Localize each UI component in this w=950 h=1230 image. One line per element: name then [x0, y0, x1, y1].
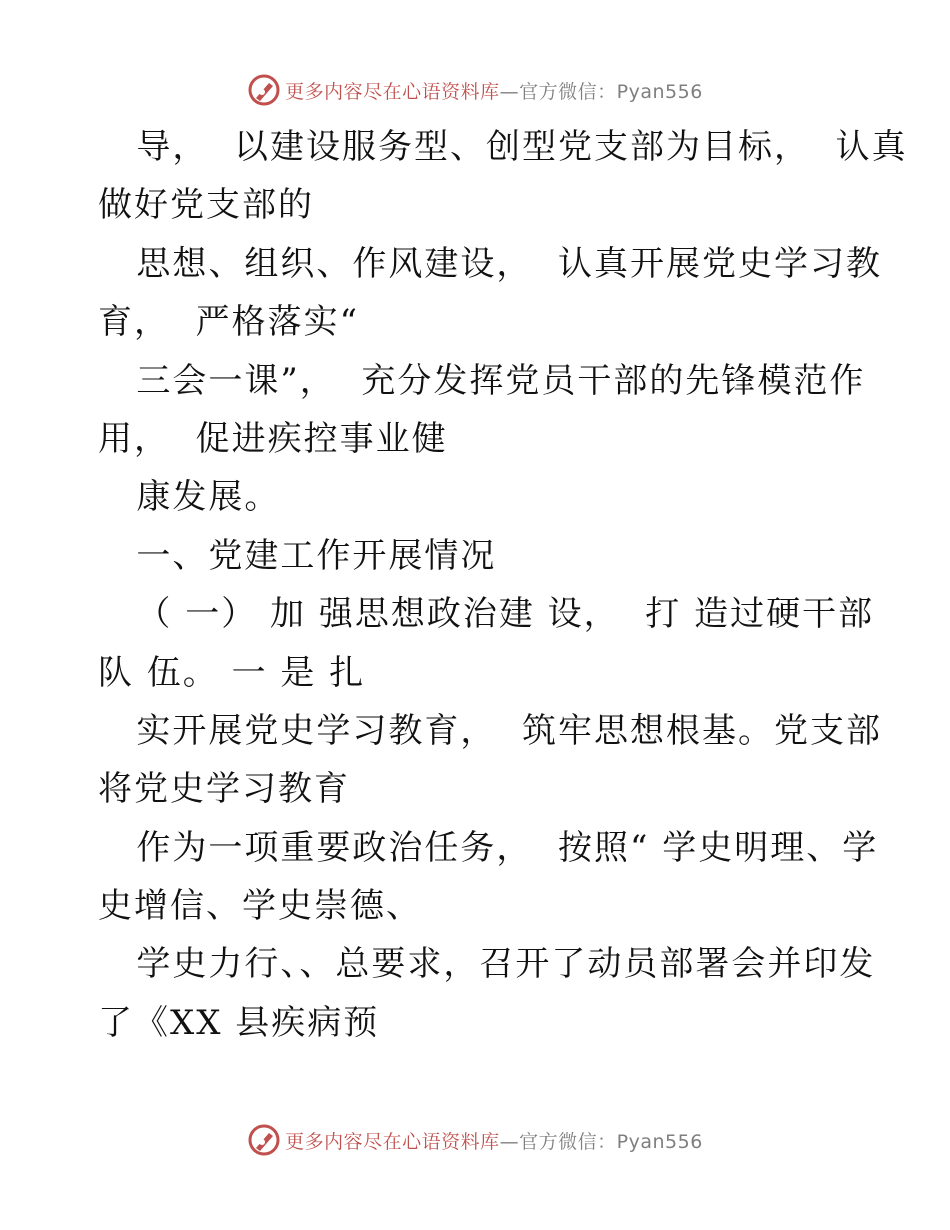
body-line: 导， 以建设服务型、创型党支部为目标， 认真	[98, 127, 908, 167]
pen-seal-icon	[247, 73, 281, 107]
body-line: 三会一课”， 充分发挥党员干部的先锋模范作	[98, 360, 866, 401]
footer-banner	[0, 1120, 950, 1160]
body-line: 作为一项重要政治任务， 按照“ 学史明理、学	[98, 827, 879, 868]
section-heading: 一、党建工作开展情况	[98, 535, 497, 576]
document-body	[98, 118, 908, 1052]
body-line: 思想、组织、作风建设， 认真开展党史学习教	[98, 243, 883, 284]
body-line: 队 伍。 一 是 扎	[98, 652, 366, 693]
banner-library-text: 更多内容尽在心语资料库	[285, 1130, 500, 1153]
body-line: 用， 促进疾控事业健	[98, 418, 448, 459]
body-line: 将党史学习教育	[98, 769, 350, 810]
banner-wechat-text: —官方微信：Pyan556	[499, 1130, 703, 1153]
banner-wechat-text: —官方微信：Pyan556	[499, 80, 703, 103]
body-line: 育， 严格落实“	[98, 302, 359, 343]
body-line: 做好党支部的	[98, 185, 314, 226]
pen-seal-icon	[247, 1123, 281, 1157]
header-banner	[0, 70, 950, 110]
body-line: 史增信、学史崇德、	[98, 886, 422, 927]
body-line: 实开展党史学习教育， 筑牢思想根基。党支部	[98, 710, 883, 751]
body-line: 学史力行、、总要求，召开了动员部署会并印发	[98, 944, 876, 985]
banner-library-text: 更多内容尽在心语资料库	[285, 80, 500, 103]
body-line: 康发展。	[98, 477, 281, 518]
body-line: 了《XX 县疾病预	[98, 1002, 380, 1043]
body-line: （ 一） 加 强思想政治建 设， 打 造过硬干部	[98, 594, 875, 635]
